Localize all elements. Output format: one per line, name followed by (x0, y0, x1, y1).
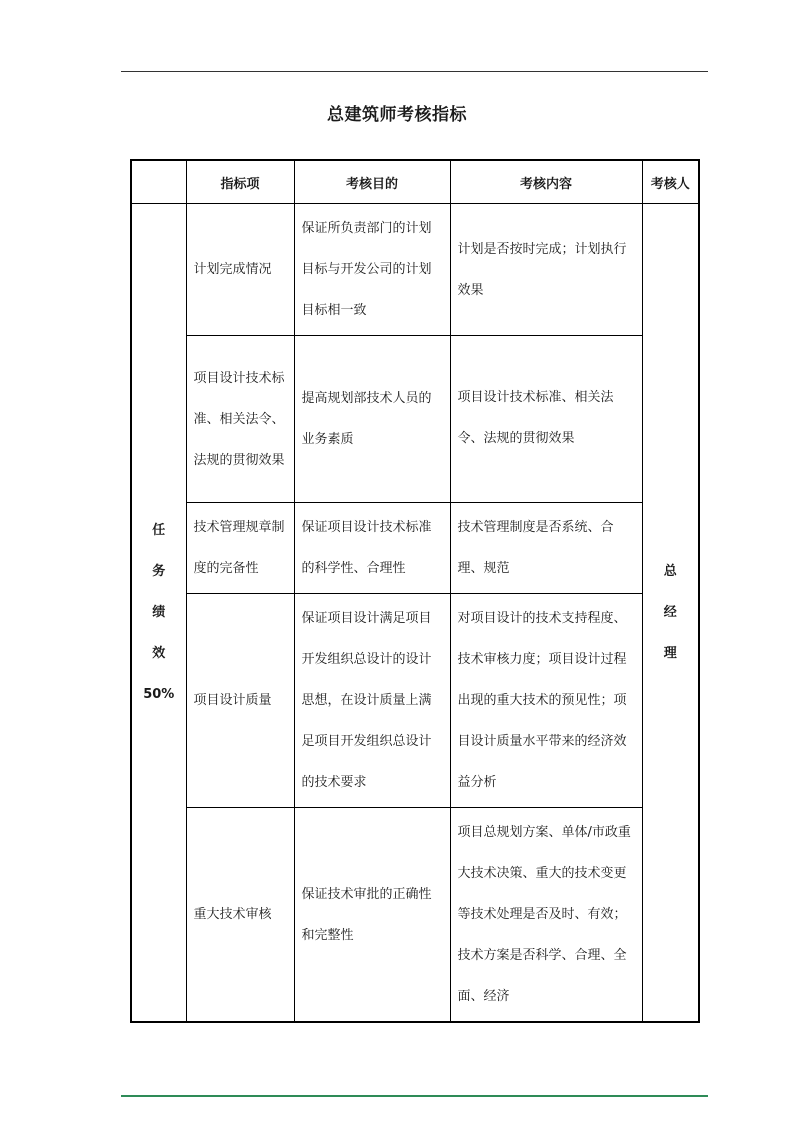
table-row (131, 594, 699, 808)
item-cell (186, 503, 294, 594)
content-cell (450, 594, 642, 808)
header-item: 指标项 (186, 160, 294, 204)
content-text: 技术管理制度是否系统、合理、规范 (457, 520, 614, 576)
item-cell (186, 204, 294, 336)
header-rule (121, 71, 708, 72)
item-cell (186, 594, 294, 808)
content-cell (450, 808, 642, 1023)
table-row (131, 336, 699, 503)
purpose-text: 保证项目设计满足项目开发组织总设计的设计思想，在设计质量上满足项目开发组织总设计的技术要求 (301, 611, 432, 790)
content-text: 计划是否按时完成；计划执行效果 (457, 241, 627, 298)
item-text: 项目设计质量 (193, 693, 272, 708)
purpose-text: 保证技术审批的正确性和完整性 (301, 886, 432, 943)
document-title: 总建筑师考核指标 (327, 105, 467, 125)
content-text: 项目总规划方案、单体/市政重大技术决策、重大的技术变更等技术处理是否及时、有效；技术方案是否科学、合理、全面、经济 (457, 825, 631, 1004)
content-cell (450, 204, 642, 336)
content-cell (450, 503, 642, 594)
item-text: 重大技术审核 (193, 907, 272, 922)
header-purpose: 考核目的 (294, 160, 450, 204)
item-text: 技术管理规章制度的完备性 (193, 520, 285, 576)
header-category (131, 160, 186, 204)
item-text: 项目设计技术标准、相关法令、法规的贯彻效果 (193, 370, 285, 468)
kpi-table (130, 159, 700, 1023)
purpose-cell (294, 808, 450, 1023)
category-cell (131, 204, 186, 1023)
purpose-cell (294, 204, 450, 336)
assessor-char: 总 (663, 564, 677, 579)
category-char: 绩 (152, 605, 166, 620)
footer-rule (121, 1095, 708, 1097)
item-cell (186, 808, 294, 1023)
item-cell (186, 336, 294, 503)
purpose-text: 保证项目设计技术标准的科学性、合理性 (301, 520, 432, 576)
content-text: 项目设计技术标准、相关法令、法规的贯彻效果 (457, 389, 614, 446)
assessor-char: 理 (663, 646, 677, 661)
category-char: 务 (152, 564, 166, 579)
purpose-cell (294, 503, 450, 594)
assessor-cell (642, 204, 699, 1023)
category-weight: 50% (143, 687, 175, 702)
header-content: 考核内容 (450, 160, 642, 204)
item-text: 计划完成情况 (193, 262, 272, 277)
table-row (131, 204, 699, 336)
table-row (131, 808, 699, 1023)
content-text: 对项目设计的技术支持程度、技术审核力度；项目设计过程出现的重大技术的预见性；项目设计质量水平带来的经济效益分析 (457, 611, 627, 790)
table-row (131, 503, 699, 594)
header-assessor: 考核人 (642, 160, 699, 204)
table-header-row (131, 160, 699, 204)
purpose-cell (294, 336, 450, 503)
purpose-cell (294, 594, 450, 808)
assessor-char: 经 (663, 605, 677, 620)
purpose-text: 保证所负责部门的计划目标与开发公司的计划目标相一致 (301, 221, 432, 318)
purpose-text: 提高规划部技术人员的业务素质 (301, 391, 432, 447)
category-char: 任 (152, 523, 166, 538)
category-char: 效 (152, 646, 166, 661)
content-cell (450, 336, 642, 503)
